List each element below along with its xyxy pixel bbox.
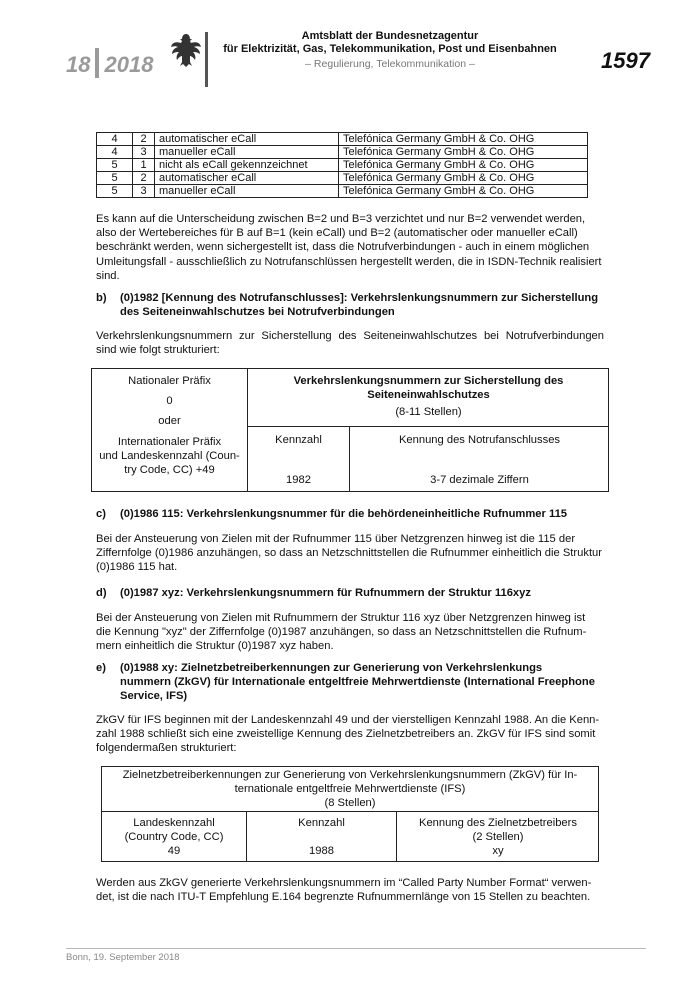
table-cell: 2 (133, 172, 155, 185)
table-cell: Telefónica Germany GmbH & Co. OHG (339, 185, 588, 198)
national-prefix-value: 0 (166, 395, 173, 408)
table-cell: automatischer eCall (155, 133, 339, 146)
heading-line: (0)1982 [Kennung des Notrufanschlusses]: Verkehrslenkungsnummern zur Sicherstellung (120, 292, 599, 304)
gazette-subtitle: für Elektrizität, Gas, Telekommunikation, Post und Eisenbahnen (223, 43, 557, 55)
text-line: Bei der Ansteuerung von Zielen mit der Rufnummer 115 über Netzgrenzen hinweg ist die 115 der (96, 533, 576, 545)
cell-line: Kennung des Zielnetzbetreibers (419, 817, 577, 829)
zkgv-table-title (102, 768, 598, 811)
text-line: Verkehrslenkungsnummern zur Sicherstellung des Seiteneinwahlschutzes bei Notrufverbindungen (96, 330, 604, 342)
issue-number (66, 48, 153, 78)
operator-id-cell (397, 816, 599, 859)
text-line: also der Wertebereiches für B auf B=1 (kein eCall) und B=2 (automatischer oder manueller eCall) (96, 227, 578, 240)
table-row (97, 146, 588, 159)
heading-line: des Seiteneinwahlschutzes bei Notrufverbindungen (120, 306, 395, 319)
title-line: ternationale entgeltfreie Mehrwertdienste (IFS) (234, 783, 466, 796)
section-e-text (96, 713, 604, 756)
cell-line: (2 Stellen) (472, 831, 524, 844)
text-line: Werden aus ZkGV generierte Verkehrslenkungsnummern im “Called Party Number Format“ verwen- (96, 877, 592, 889)
heading-line: Service, IFS) (120, 690, 188, 703)
text-line: Bei der Ansteuerung von Zielen mit Rufnummern der Struktur 116 xyz über Netzgrenzen hinweg ist (96, 612, 586, 624)
title-line: Seiteneinwahlschutzes (367, 389, 490, 402)
table-cell: manueller eCall (155, 185, 339, 198)
cell-line: Kennzahl (298, 817, 345, 829)
heading-line: (0)1987 xyz: Verkehrslenkungsnummern für Rufnummern der Struktur 116xyz (120, 587, 531, 599)
table-row (97, 159, 588, 172)
section-c-heading (96, 507, 606, 522)
international-prefix-line: Internationaler Präfix (117, 435, 222, 448)
section-d-heading (96, 586, 606, 601)
section-b-text (96, 329, 604, 357)
text-line: mern einheitlich die Struktur (0)1987 xyz haben. (96, 640, 334, 653)
text-line: (0)1986 115 hat. (96, 561, 178, 574)
ecall-table (96, 132, 588, 198)
title-line: (8 Stellen) (324, 797, 376, 810)
issue-number-value: 18 (66, 52, 91, 77)
national-prefix-label: Nationaler Präfix (128, 375, 211, 387)
table-cell: 2 (133, 133, 155, 146)
table-cell: 3 (133, 185, 155, 198)
table-cell: automatischer eCall (155, 172, 339, 185)
table-cell: 5 (97, 185, 133, 198)
section-label: b) (96, 292, 107, 304)
table-cell: Telefónica Germany GmbH & Co. OHG (339, 133, 588, 146)
text-line: beschränkt werden, wenn sichergestellt ist, dass die Notrufverbindungen - auch in einem möglichen (96, 241, 590, 254)
cell-line: Landeskennzahl (133, 817, 215, 829)
kennzahl-cell (247, 816, 396, 859)
section-label: e) (96, 662, 106, 674)
closing-paragraph (96, 876, 604, 904)
international-prefix-line: try Code, CC) +49 (124, 464, 215, 477)
col-kennzahl-header: Kennzahl (275, 434, 322, 446)
text-line: die Kennung "xyz" der Ziffernfolge (0)1987 anzuhängen, so dass an Netzschnittstellen die Rufnum- (96, 626, 587, 639)
table-cell: Telefónica Germany GmbH & Co. OHG (339, 146, 588, 159)
table-cell: 4 (97, 133, 133, 146)
gazette-section: – Regulierung, Telekommunikation – (305, 58, 475, 70)
heading-line: nummern (ZkGV) für Internationale entgeltfreie Mehrwertdienste (International Freephone (120, 676, 595, 689)
text-line: det, ist die nach ITU-T Empfehlung E.164 begrenzte Rufnummernlänge von 15 Stellen zu beachten. (96, 891, 591, 904)
section-d-text (96, 611, 604, 654)
country-code-cell (102, 816, 246, 859)
international-prefix-line: und Landeskennzahl (Coun- (99, 449, 240, 462)
col-kennung-header: Kennung des Notrufanschlusses (398, 434, 561, 446)
federal-eagle-icon (169, 30, 203, 70)
section-c-text (96, 532, 604, 575)
cell-line (247, 830, 396, 844)
table-cell: Telefónica Germany GmbH & Co. OHG (339, 159, 588, 172)
footer-divider (66, 948, 646, 949)
text-line: Ziffernfolge (0)1986 anzuhängen, so dass an Netzschnittstellen die Rufnummer einheitlich die Struktur (96, 547, 602, 560)
table-row (97, 172, 588, 185)
table-cell: manueller eCall (155, 146, 339, 159)
text-line: sind. (96, 269, 120, 282)
issue-divider (95, 48, 99, 78)
routing-table-title (248, 374, 609, 402)
table-cell: nicht als eCall gekennzeichnet (155, 159, 339, 172)
heading-line: (0)1988 xy: Zielnetzbetreiberkennungen zur Generierung von Verkehrslenkungs (120, 662, 543, 674)
table-cell: 3 (133, 146, 155, 159)
cell-line: (Country Code, CC) (124, 831, 224, 844)
header-divider (205, 32, 208, 87)
heading-line: (0)1986 115: Verkehrslenkungsnummer für die behördeneinheitliche Rufnummer 115 (120, 508, 568, 520)
section-label: c) (96, 508, 106, 520)
table-row (97, 133, 588, 146)
table-cell: 5 (97, 172, 133, 185)
table-cell: 5 (97, 159, 133, 172)
footer-date: Bonn, 19. September 2018 (66, 952, 180, 963)
gazette-title: Amtsblatt der Bundesnetzagentur (301, 30, 479, 42)
routing-length: (8-11 Stellen) (395, 406, 462, 418)
or-label: oder (158, 415, 181, 428)
ecall-paragraph (96, 212, 604, 283)
table-divider (101, 811, 599, 812)
table-cell: 4 (97, 146, 133, 159)
kennung-value: 3-7 dezimale Ziffern (430, 474, 529, 486)
title-line: Zielnetzbetreiberkennungen zur Generierung von Verkehrslenkungsnummern (ZkGV) für In- (122, 769, 578, 781)
cell-line: xy (492, 845, 504, 858)
text-line: Es kann auf die Unterscheidung zwischen B=2 und B=3 verzichtet und nur B=2 verwendet werden, (96, 213, 586, 225)
table-divider (247, 426, 609, 427)
section-label: d) (96, 587, 107, 599)
issue-year-value: 2018 (104, 52, 154, 77)
text-line: zahl 1988 schließt sich eine zweistellige Kennung des Zielnetzbetreibers an. ZkGV für IFS sind somit (96, 728, 596, 741)
table-cell: 1 (133, 159, 155, 172)
table-row (97, 185, 588, 198)
kennzahl-value: 1982 (286, 474, 311, 486)
cell-line: 1988 (309, 845, 334, 858)
national-prefix-cell (92, 374, 247, 477)
text-line: Umleitungsfall - ausschließlich zu Notrufanschlüssen hergestellt werden, die in ISDN-Technik realisiert (96, 255, 602, 268)
text-line: sind wie folgt strukturiert: (96, 344, 220, 357)
section-e-heading (96, 661, 606, 705)
text-line: ZkGV für IFS beginnen mit der Landeskennzahl 49 und der vierstelligen Kennzahl 1988. An die Kenn- (96, 714, 600, 726)
title-line: Verkehrslenkungsnummern zur Sicherstellung des (293, 375, 564, 387)
text-line: folgendermaßen strukturiert: (96, 742, 237, 755)
cell-line: 49 (167, 845, 181, 858)
table-cell: Telefónica Germany GmbH & Co. OHG (339, 172, 588, 185)
section-b-heading (96, 291, 606, 321)
page-number: 1597 (601, 48, 650, 73)
